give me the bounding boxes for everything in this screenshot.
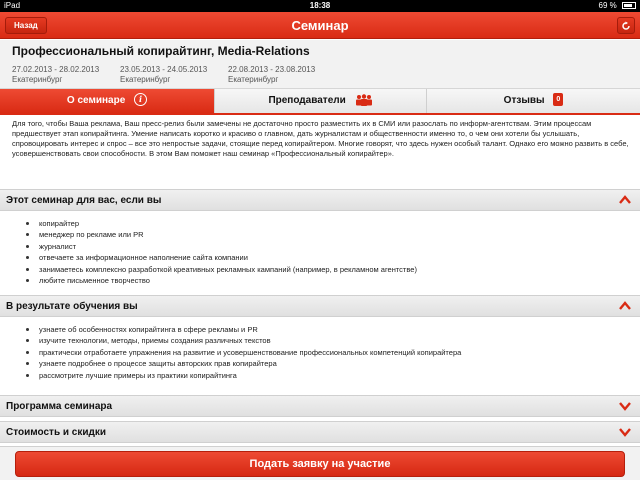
course-title: Профессиональный копирайтинг, Media-Relations (12, 44, 310, 58)
tab-about-label: О семинаре (66, 95, 126, 106)
list-item: журналист (26, 241, 417, 252)
session-city: Екатеринбург (120, 75, 171, 84)
chevron-up-icon (618, 300, 632, 312)
section-title: В результате обучения вы (6, 301, 138, 312)
section-title: Стоимость и скидки (6, 427, 107, 438)
tab-teachers[interactable] (214, 89, 427, 113)
section-price-header[interactable] (0, 421, 640, 443)
refresh-icon (621, 21, 631, 31)
session-2 (120, 65, 207, 85)
battery-percent: 69 % (598, 1, 617, 10)
reviews-badge-icon: 0 (553, 93, 563, 106)
section-for-you-header[interactable] (0, 189, 640, 211)
refresh-button[interactable] (617, 17, 635, 34)
session-dates: 23.05.2013 - 24.05.2013 (120, 65, 208, 74)
chevron-up-icon (618, 194, 632, 206)
status-time: 18:38 (309, 1, 331, 10)
list-item: отвечаете за информационное наполнение сайта компании (26, 252, 417, 263)
course-header (0, 40, 640, 89)
people-icon (355, 94, 373, 107)
session-city: Екатеринбург (228, 75, 279, 84)
battery-indicator (599, 1, 636, 10)
info-icon: i (134, 93, 147, 106)
session-dates: 27.02.2013 - 28.02.2013 (12, 65, 100, 74)
device-label: iPad (4, 1, 21, 10)
tab-bar (0, 89, 640, 115)
list-item: изучите технологии, методы, приемы создания различных текстов (26, 335, 461, 346)
back-button[interactable]: Назад (5, 17, 47, 34)
section-title: Программа семинара (6, 401, 113, 412)
session-dates: 22.08.2013 - 23.08.2013 (228, 65, 316, 74)
tab-reviews[interactable] (427, 89, 640, 113)
tab-about[interactable] (0, 89, 214, 113)
list-item: рассмотрите лучшие примеры из практики копирайтинга (26, 370, 461, 381)
bottom-bar (0, 446, 640, 480)
status-bar (0, 0, 640, 12)
list-item: практически отработаете упражнения на развитие и усовершенствование профессиональных компетенций копирайтера (26, 347, 461, 358)
page-title: Семинар (291, 18, 349, 33)
intro-text: Для того, чтобы Ваша реклама, Ваш пресс-релиз были замечены не достаточно просто разместить их в СМИ или разослать по информ-агентствам. Этим процессам предшествует этап копирайтинга. Умение написать коротко и красиво о главном, дать журналистам и общественности именно то, о чем они хотели бы услышать, спровоцировать интерес и спрос – все это непростые задачи, стоящие перед копирайтером. Многие говорят, что здесь нужен особый талант. Однако его можно развить в себе, усовершенствовать свои способности. В этом Вам поможет наш семинар «Профессиональный копирайтер». (12, 119, 629, 158)
chevron-down-icon (618, 400, 632, 412)
navigation-bar (0, 12, 640, 39)
apply-button[interactable]: Подать заявку на участие (15, 451, 625, 477)
chevron-down-icon (618, 426, 632, 438)
battery-icon (622, 2, 636, 9)
list-item: занимаетесь комплексно разработкой креативных рекламных кампаний (например, в рекламном агентстве) (26, 264, 417, 275)
list-item: узнаете об особенностях копирайтинга в сфере рекламы и PR (26, 324, 461, 335)
section-program-header[interactable] (0, 395, 640, 417)
session-city: Екатеринбург (12, 75, 63, 84)
list-item: узнаете подробнее о процессе защиты авторских прав копирайтера (26, 358, 461, 369)
for-you-list (26, 218, 417, 286)
tab-teachers-label: Преподаватели (268, 95, 346, 106)
section-title: Этот семинар для вас, если вы (6, 195, 162, 206)
tab-reviews-label: Отзывы (503, 95, 545, 106)
session-3 (228, 65, 315, 85)
results-list (26, 324, 461, 381)
session-1 (12, 65, 99, 85)
list-item: менеджер по рекламе или PR (26, 229, 417, 240)
list-item: копирайтер (26, 218, 417, 229)
list-item: любите письменное творчество (26, 275, 417, 286)
section-results-header[interactable] (0, 295, 640, 317)
